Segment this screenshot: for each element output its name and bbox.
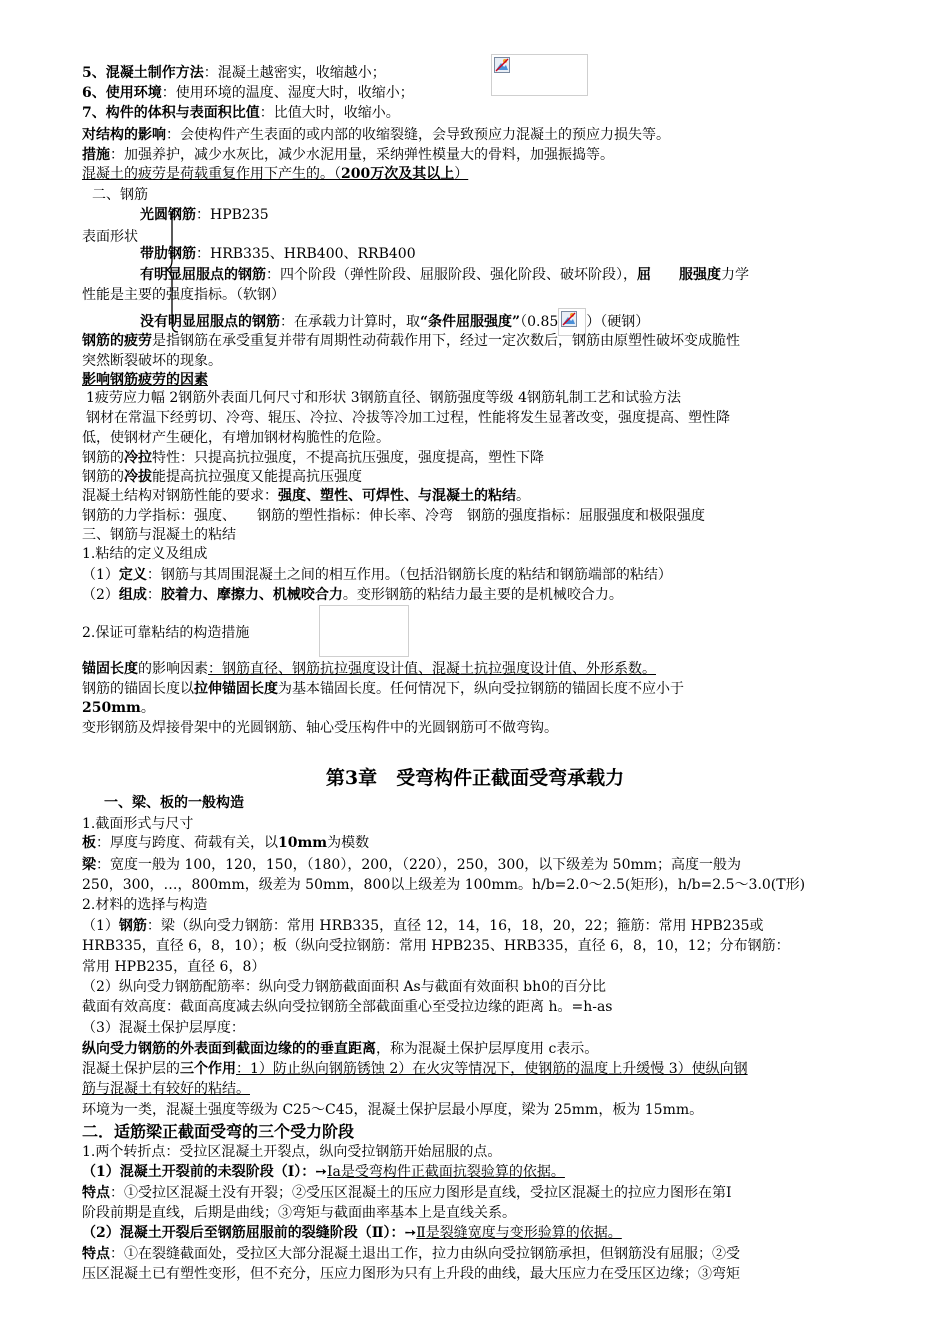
image-placeholder xyxy=(319,605,409,657)
bold-text: 锚固长度 xyxy=(82,661,138,677)
chapter-title: 第3章 受弯构件正截面受弯承载力 xyxy=(325,767,625,789)
line-29 xyxy=(82,660,870,679)
line-s5: 250，300，…，800mm，级差为 50mm，800以上级差为 100mm。h/b=2.0～2.5(矩形)，h/b=2.5～3.0(T形) xyxy=(82,877,806,893)
bold-text: 纵向受力钢筋的外表面到截面边缘的的垂直距离 xyxy=(82,1041,376,1057)
line-s22 xyxy=(82,1224,870,1243)
line-24: 三、钢筋与混凝土的粘结 xyxy=(82,527,236,543)
line-6 xyxy=(82,165,870,184)
bold-text: 光圆钢筋 xyxy=(140,207,196,223)
text: ：使用环境的温度、湿度大时，收缩小； xyxy=(161,85,414,101)
text: 为模数 xyxy=(327,835,370,851)
text: 。 xyxy=(516,488,530,504)
line-2 xyxy=(82,84,870,103)
line-s18: 1.两个转折点：受拉区混凝土开裂点，纵向受拉钢筋开始屈服的点。 xyxy=(82,1144,502,1160)
text: （1） xyxy=(82,918,119,934)
line-s21: 阶段前期是直线，后期是曲线；③弯矩与截面曲率基本上是直线关系。 xyxy=(82,1205,516,1221)
line-27 xyxy=(82,586,870,605)
text: ：宽度一般为 100，120，150，（180），200，（220），250，300，以下级差为 50mm；高度一般为 xyxy=(96,857,742,873)
line-20 xyxy=(82,449,870,468)
bold-text: 没有明显屈服点的钢筋 xyxy=(140,314,280,330)
line-s11: 截面有效高度：截面高度减去纵向受拉钢筋全部截面重心至受拉边缘的距离 h。=h-as xyxy=(82,999,613,1015)
text: ：HPB235 xyxy=(196,207,269,223)
line-s10: （2）纵向受力钢筋配筋率：纵向受力钢筋截面面积 As与截面有效面积 bh0的百分比 xyxy=(82,979,606,995)
line-s13 xyxy=(82,1040,870,1059)
line-32: 变形钢筋及焊接骨架中的光圆钢筋、轴心受压构件中的光圆钢筋可不做弯钩。 xyxy=(82,720,558,736)
text: ：HRB335、HRB400、RRB400 xyxy=(196,246,416,262)
text: ：加强养护，减少水灰比，减少水泥用量，采纳弹性模量大的骨料，加强振捣等。 xyxy=(110,147,614,163)
text: 钢筋的锚固长度以 xyxy=(82,681,194,697)
line-s24: 压区混凝土已有塑性变形，但不充分，压应力图形为只有上升段的曲线，最大压应力在受压区边缘；③弯矩 xyxy=(82,1266,740,1282)
text: 的影响因素 xyxy=(138,661,208,677)
bold-text: （2）混凝土开裂后至钢筋屈服前的裂缝阶段（Ⅱ）： xyxy=(82,1225,405,1241)
underlined-text: Ⅰa是受弯构件正截面抗裂验算的依据。 xyxy=(327,1164,565,1180)
line-12: 性能是主要的强度指标。（软钢） xyxy=(82,287,285,303)
text: ：厚度与跨度、荷载有关，以 xyxy=(96,835,278,851)
bold-text: 胶着力、摩擦力、机械咬合力 xyxy=(160,587,343,603)
text: 为基本锚固长度。任何情况下，纵向受拉钢筋的锚固长度不应小于 xyxy=(278,681,684,697)
text: ：梁（纵向受力钢筋：常用 HRB335，直径 12，14，16，18，20，22；箍筋：常用 HPB235或 xyxy=(146,918,764,934)
section-heading: 一、梁、板的一般构造 xyxy=(104,795,244,811)
line-s14 xyxy=(82,1060,870,1079)
bold-text: 钢筋 xyxy=(118,918,147,934)
bold-text: 组成 xyxy=(118,587,147,603)
underlined-text: ：钢筋直径、钢筋抗拉强度设计值、混凝土抗拉强度设计值、外形系数。 xyxy=(208,661,656,677)
text: 是指钢筋在承受重复并带有周期性动荷载作用下，经过一定次数后，钢筋由原塑性破坏变成脆性 xyxy=(152,333,740,349)
line-3 xyxy=(82,104,870,123)
line-19: 低，使钢材产生硬化，有增加钢材构脆性的危险。 xyxy=(82,430,390,446)
line-8 xyxy=(140,206,870,225)
text: 能提高抗拉强度又能提高抗压强度 xyxy=(152,469,362,485)
line-s19 xyxy=(82,1163,870,1182)
line-s3 xyxy=(82,834,870,853)
line-14 xyxy=(82,332,870,351)
line-17: 1疲劳应力幅 2钢筋外表面几何尺寸和形状 3钢筋直径、钢筋强度等级 4钢筋轧制工艺和试验方法 xyxy=(86,390,681,406)
line-22 xyxy=(82,487,870,506)
line-s8: HRB335，直径 6，8，10）；板（纵向受拉钢筋：常用 HPB235、HRB335，直径 6，8，10，12；分布钢筋： xyxy=(82,938,790,954)
text: 力学 xyxy=(721,267,749,283)
bold-text: 板 xyxy=(82,835,96,851)
bold-text: （1）混凝土开裂前的未裂阶段（Ⅰ）： xyxy=(82,1164,316,1180)
text: 钢筋的 xyxy=(82,469,124,485)
bold-text: 10mm xyxy=(278,835,328,851)
text: ：比值大时，收缩小。 xyxy=(259,105,400,121)
text: 特性：只提高抗拉强度，不提高抗压强度，强度提高，塑性下降 xyxy=(152,450,544,466)
text: ： xyxy=(146,587,161,603)
line-25: 1.粘结的定义及组成 xyxy=(82,546,208,562)
text: 。变形钢筋的粘结力最主要的是机械咬合力。 xyxy=(342,587,623,603)
bold-text: 250mm xyxy=(82,700,141,716)
line-10 xyxy=(140,245,870,264)
text: ：会使构件产生表面的或内部的收缩裂缝，会导致预应力混凝土的预应力损失等。 xyxy=(166,127,670,143)
line-s9: 常用 HPB235，直径 6，8） xyxy=(82,959,266,975)
bold-text: 拉伸锚固长度 xyxy=(194,681,278,697)
line-21 xyxy=(82,468,870,487)
bold-text: 屈 服强度 xyxy=(637,267,721,283)
line-s6: 2.材料的选择与构造 xyxy=(82,897,208,913)
heading-inline: 措施 xyxy=(82,147,110,163)
text: ：四个阶段（弹性阶段、屈服阶段、强化阶段、破坏阶段）， xyxy=(266,267,637,283)
bold-text: 梁 xyxy=(82,857,96,873)
underlined-text: ：1）防止纵向钢筋锈蚀 2）在火灾等情况下，使钢筋的温度上升缓慢 3）使纵向钢 xyxy=(236,1061,748,1077)
text: ：混凝土越密实，收缩越小； xyxy=(203,65,386,81)
bold-text: 强度、塑性、可焊性、与混凝土的粘结 xyxy=(278,488,516,504)
line-11 xyxy=(140,266,870,285)
line-16: 影响钢筋疲劳的因素 xyxy=(82,372,208,388)
bold-text: 特点 xyxy=(82,1246,110,1262)
bold-text: “条件屈服强度” xyxy=(420,314,521,330)
text: ：钢筋与其周围混凝土之间的相互作用。（包括沿钢筋长度的粘结和钢筋端部的粘结） xyxy=(146,567,672,583)
heading-inline: 6、使用环境 xyxy=(82,85,162,101)
heading-inline: 7、构件的体积与表面积比值 xyxy=(82,105,260,121)
line-s16: 环境为一类，混凝土强度等级为 C25～C45，混凝土保护层最小厚度，梁为 25mm，板为 15mm。 xyxy=(82,1102,704,1118)
text: 混凝土保护层的 xyxy=(82,1061,180,1077)
line-15: 突然断裂破坏的现象。 xyxy=(82,353,222,369)
line-s2: 1.截面形式与尺寸 xyxy=(82,816,194,832)
section-heading: 二．适筋梁正截面受弯的三个受力阶段 xyxy=(82,1122,355,1141)
heading-inline: 对结构的影响 xyxy=(82,127,166,143)
text: 混凝土的疲劳是荷载重复作用下产生的。（ xyxy=(82,166,341,182)
text: ，称为混凝土保护层厚度用 c表示。 xyxy=(376,1041,599,1057)
bold-text: 带肋钢筋 xyxy=(140,246,196,262)
line-s20 xyxy=(82,1184,870,1203)
arrow-icon: ➙ xyxy=(315,1164,328,1180)
line-4 xyxy=(82,126,870,145)
line-5 xyxy=(82,146,870,165)
broken-image-icon xyxy=(561,311,577,327)
text: ） xyxy=(454,166,469,182)
bold-text: 三个作用 xyxy=(180,1061,236,1077)
line-28: 2.保证可靠粘结的构造措施 xyxy=(82,625,250,641)
arrow-icon: ➙ xyxy=(404,1225,417,1241)
underlined-text: Ⅱ是裂缝宽度与变形验算的依据。 xyxy=(416,1225,622,1241)
text: ：①在裂缝截面处，受拉区大部分混凝土退出工作，拉力由纵向受拉钢筋承担，但钢筋没有屈服；②受 xyxy=(110,1246,740,1262)
bold-text: 200万次及其以上 xyxy=(341,166,455,182)
line-s23 xyxy=(82,1245,870,1264)
text: ：①受拉区混凝土没有开裂；②受压区混凝土的压应力图形是直线，受拉区混凝土的拉应力图形在第Ⅰ xyxy=(110,1185,732,1201)
bold-text: 特点 xyxy=(82,1185,110,1201)
line-s12: （3）混凝土保护层厚度： xyxy=(82,1020,245,1036)
section-heading: 二、钢筋 xyxy=(92,187,148,203)
text: 混凝土结构对钢筋性能的要求： xyxy=(82,488,278,504)
text: （1） xyxy=(82,567,119,583)
bold-text: 冷拉 xyxy=(124,450,152,466)
line-31 xyxy=(82,699,870,718)
text: （2） xyxy=(82,587,119,603)
line-23: 钢筋的力学指标：强度、 钢筋的塑性指标：伸长率、冷弯 钢筋的强度指标：屈服强度和极限强度 xyxy=(82,508,705,524)
text: ：在承载力计算时，取 xyxy=(280,314,420,330)
text: （0.85 xyxy=(520,314,559,330)
line-26 xyxy=(82,566,870,585)
bold-text: 冷拔 xyxy=(124,469,152,485)
bold-text: 定义 xyxy=(118,567,147,583)
line-s15: 筋与混凝土有较好的粘结。 xyxy=(82,1081,250,1097)
line-s7 xyxy=(82,917,870,936)
line-18: 钢材在常温下经剪切、冷弯、辊压、冷拉、冷拔等冷加工过程，性能将发生显著改变，强度提高、塑性降 xyxy=(86,410,730,426)
line-9: 表面形状 xyxy=(82,229,138,245)
line-30 xyxy=(82,680,870,699)
text: 。 xyxy=(140,700,155,716)
line-1 xyxy=(82,64,870,83)
text: ）（硬钢） xyxy=(586,314,650,330)
bold-text: 有明显屈服点的钢筋 xyxy=(140,267,266,283)
line-s4 xyxy=(82,856,870,875)
text: 钢筋的 xyxy=(82,450,124,466)
bold-text: 钢筋的疲劳 xyxy=(82,333,152,349)
heading-inline: 5、混凝土制作方法 xyxy=(82,65,204,81)
